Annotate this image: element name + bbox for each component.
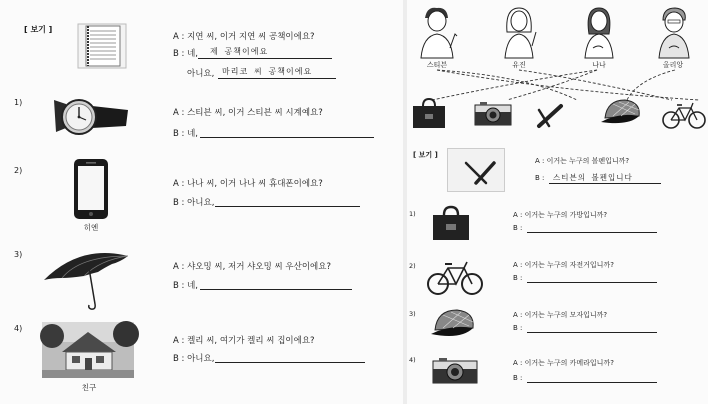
item-answer-prefix: B : 네, [173, 281, 199, 291]
pen-example-image [447, 148, 505, 192]
person-nana [579, 4, 619, 58]
person-olian [653, 4, 695, 58]
example-answer-no: 마리코 씨 공책이에요 [222, 67, 313, 76]
item-question: A : 이거는 누구의 자전거입니까? [513, 261, 614, 269]
phone-caption: 히엔 [83, 223, 99, 232]
example-answer-line [198, 58, 332, 59]
man-waving-icon [417, 4, 457, 58]
cap-icon [599, 96, 643, 130]
pen-icon [448, 149, 504, 191]
house-image [42, 322, 134, 378]
phone-image [72, 158, 110, 220]
example-answer-no-prefix: 아니요, [187, 69, 215, 79]
example-answer-line [549, 183, 661, 184]
cap-image [429, 306, 477, 344]
umbrella-icon [40, 248, 132, 312]
person-yujin [499, 4, 539, 58]
bicycle-icon [425, 258, 485, 296]
item-number: 4) [409, 356, 416, 364]
item-answer-line [527, 332, 657, 333]
woman-hand-on-chest-icon [579, 4, 619, 58]
bag-icon [431, 206, 471, 242]
person-name: 올리앙 [662, 61, 684, 69]
notebook-image [76, 22, 128, 70]
item-number: 1) [409, 210, 416, 218]
notebook-icon [76, 22, 128, 70]
house-icon [42, 322, 134, 378]
phone-icon [72, 158, 110, 220]
pen-icon [535, 100, 567, 132]
item-answer-prefix: B : 아니요, [173, 198, 215, 208]
person-name: 유진 [512, 61, 526, 69]
bicycle-icon [661, 100, 707, 130]
item-question: A : 이거는 누구의 카메라입니까? [513, 359, 614, 367]
example-label: [ 보기 ] [413, 151, 438, 159]
camera-image [473, 100, 513, 126]
woman-hand-on-chest-icon [653, 4, 695, 58]
camera-image [431, 356, 479, 384]
item-answer-prefix: B : [513, 224, 523, 232]
bag-image [431, 206, 471, 242]
bag-image [411, 98, 447, 130]
item-number: 3) [14, 250, 23, 259]
example-label: [ 보기 ] [24, 25, 53, 34]
person-steven [417, 4, 457, 58]
example-question: A : 지연 씨, 이거 지연 씨 공책이에요? [173, 32, 315, 42]
watch-icon [52, 96, 132, 140]
item-answer-line [527, 282, 657, 283]
item-answer-prefix: B : 네, [173, 129, 199, 139]
person-name: 나나 [592, 61, 606, 69]
example-answer-line [218, 78, 336, 79]
item-answer-line [215, 206, 360, 207]
pen-image [535, 100, 567, 132]
item-answer-line [215, 362, 365, 363]
item-question: A : 이거는 누구의 가방입니까? [513, 211, 608, 219]
item-answer-prefix: B : 아니요, [173, 354, 215, 364]
item-answer-line [200, 137, 374, 138]
item-question: A : 샤오밍 씨, 저거 샤오밍 씨 우산이에요? [173, 262, 331, 272]
person-name: 스티븐 [426, 61, 448, 69]
item-number: 1) [14, 98, 23, 107]
item-question: A : 스티븐 씨, 이거 스티븐 씨 시계예요? [173, 108, 323, 118]
item-answer-prefix: B : [513, 374, 523, 382]
item-number: 2) [14, 166, 23, 175]
item-answer-line [200, 289, 352, 290]
watch-image [52, 96, 132, 140]
umbrella-image [40, 248, 132, 312]
example-answer-prefix: B : [535, 174, 545, 182]
example-answer-yes: 제 공책이에요 [210, 47, 269, 56]
item-number: 2) [409, 262, 416, 270]
item-question: A : 이거는 누구의 모자입니까? [513, 311, 608, 319]
item-question: A : 켈리 씨, 여기가 켈리 씨 집이에요? [173, 336, 315, 346]
bicycle-image [425, 258, 485, 296]
item-number: 3) [409, 310, 416, 318]
item-answer-line [527, 382, 657, 383]
camera-icon [431, 356, 479, 384]
example-answer-yes-prefix: B : 네, [173, 49, 199, 59]
right-worksheet-page [407, 0, 708, 404]
example-question: A : 이거는 누구의 볼펜입니까? [535, 157, 630, 165]
cap-image [599, 96, 643, 130]
bag-icon [411, 98, 447, 130]
example-answer: 스티븐의 볼펜입니다 [553, 173, 633, 182]
bicycle-image [661, 100, 707, 130]
item-answer-prefix: B : [513, 274, 523, 282]
camera-icon [473, 100, 513, 126]
item-answer-prefix: B : [513, 324, 523, 332]
house-caption: 친구 [81, 383, 97, 392]
item-question: A : 나나 씨, 이거 나나 씨 휴대폰이에요? [173, 179, 323, 189]
item-answer-line [527, 232, 657, 233]
item-number: 4) [14, 324, 23, 333]
cap-icon [429, 306, 477, 344]
woman-waving-icon [499, 4, 539, 58]
